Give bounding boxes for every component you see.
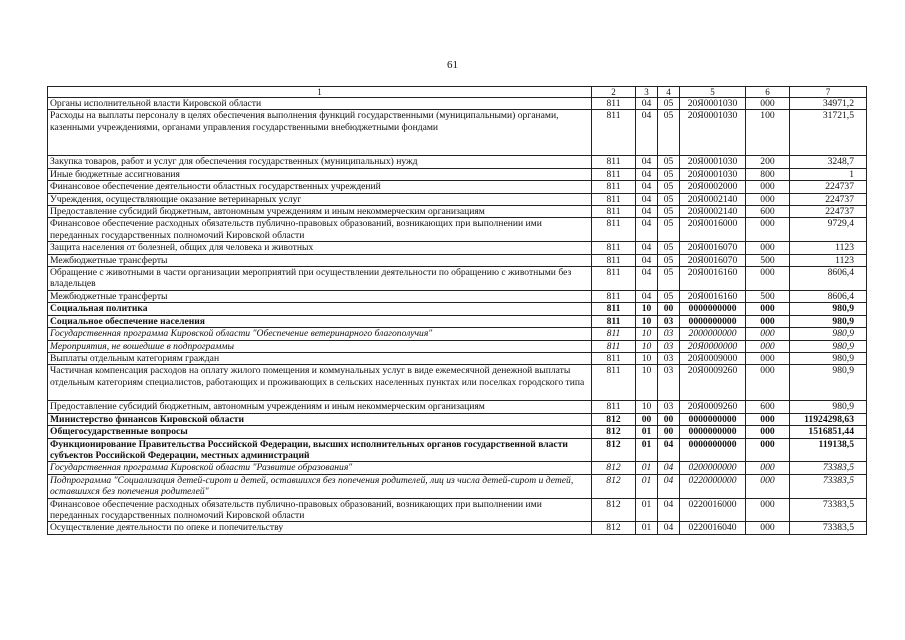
- row-name-cell: Общегосударственные вопросы: [48, 426, 592, 438]
- row-subsection-cell: 05: [658, 193, 680, 205]
- row-type-cell: 000: [746, 242, 790, 254]
- table-row: [48, 206, 867, 218]
- row-target-cell: 20Я0016160: [680, 290, 746, 302]
- row-section-cell: 10: [636, 340, 658, 352]
- row-section-cell: 10: [636, 401, 658, 413]
- row-amount-cell: 1: [790, 168, 867, 180]
- row-section-cell: 04: [636, 156, 658, 168]
- row-name-cell: Предоставление субсидий бюджетным, автономным учреждениям и иным некоммерческим организациям: [48, 401, 592, 413]
- row-grbs-cell: 811: [592, 401, 636, 413]
- row-type-cell: 000: [746, 522, 790, 534]
- row-amount-cell: 73383,5: [790, 462, 867, 474]
- row-section-cell: 04: [636, 218, 658, 242]
- row-name-cell: Министерство финансов Кировской области: [48, 413, 592, 425]
- row-grbs-cell: 811: [592, 290, 636, 302]
- row-section-cell: 10: [636, 328, 658, 340]
- row-subsection-cell: 04: [658, 522, 680, 534]
- row-grbs-cell: 812: [592, 462, 636, 474]
- row-amount-cell: 980,9: [790, 303, 867, 315]
- row-grbs-cell: 812: [592, 474, 636, 498]
- row-target-cell: 0000000000: [680, 426, 746, 438]
- row-subsection-cell: 04: [658, 462, 680, 474]
- row-target-cell: 20Я0016070: [680, 242, 746, 254]
- table-row: [48, 438, 867, 462]
- row-target-cell: 0220000000: [680, 474, 746, 498]
- table-row: [48, 193, 867, 205]
- table-row: [48, 290, 867, 302]
- row-name-cell: Выплаты отдельным категориям граждан: [48, 352, 592, 364]
- row-amount-cell: 9729,4: [790, 218, 867, 242]
- row-target-cell: 0000000000: [680, 438, 746, 462]
- row-amount-cell: 1123: [790, 242, 867, 254]
- row-section-cell: 04: [636, 193, 658, 205]
- table-row: [48, 522, 867, 534]
- row-name-cell: Межбюджетные трансферты: [48, 254, 592, 266]
- row-amount-cell: 980,9: [790, 352, 867, 364]
- row-name-cell: Межбюджетные трансферты: [48, 290, 592, 302]
- row-section-cell: 01: [636, 438, 658, 462]
- row-section-cell: 00: [636, 413, 658, 425]
- row-amount-cell: 119138,5: [790, 438, 867, 462]
- row-amount-cell: 980,9: [790, 365, 867, 401]
- row-type-cell: 800: [746, 168, 790, 180]
- row-section-cell: 01: [636, 498, 658, 522]
- header-cell-1: 1: [48, 87, 592, 98]
- table-row: [48, 352, 867, 364]
- row-type-cell: 000: [746, 413, 790, 425]
- row-type-cell: 000: [746, 315, 790, 327]
- row-section-cell: 04: [636, 290, 658, 302]
- table-row: [48, 462, 867, 474]
- table-row: [48, 218, 867, 242]
- row-amount-cell: 34971,2: [790, 98, 867, 110]
- table-row: [48, 413, 867, 425]
- row-type-cell: 000: [746, 303, 790, 315]
- row-type-cell: 200: [746, 156, 790, 168]
- row-subsection-cell: 05: [658, 290, 680, 302]
- row-subsection-cell: 05: [658, 242, 680, 254]
- row-section-cell: 10: [636, 315, 658, 327]
- row-type-cell: 000: [746, 181, 790, 193]
- row-section-cell: 04: [636, 206, 658, 218]
- row-subsection-cell: 00: [658, 413, 680, 425]
- row-target-cell: 20Я0001030: [680, 168, 746, 180]
- table-row: [48, 315, 867, 327]
- row-section-cell: 04: [636, 242, 658, 254]
- page-number: 61: [447, 59, 458, 71]
- row-name-cell: Финансовое обеспечение расходных обязательств публично-правовых образований, возникающих при выполнении ими переданных государственных полномочий Кировской области: [48, 218, 592, 242]
- row-name-cell: Органы исполнительной власти Кировской области: [48, 98, 592, 110]
- row-amount-cell: 1123: [790, 254, 867, 266]
- row-grbs-cell: 811: [592, 328, 636, 340]
- header-cell-3: 3: [636, 87, 658, 98]
- row-grbs-cell: 811: [592, 206, 636, 218]
- row-type-cell: 000: [746, 267, 790, 291]
- row-grbs-cell: 811: [592, 315, 636, 327]
- row-type-cell: 600: [746, 401, 790, 413]
- row-section-cell: 01: [636, 426, 658, 438]
- row-type-cell: 000: [746, 98, 790, 110]
- table-row: [48, 254, 867, 266]
- row-amount-cell: 3248,7: [790, 156, 867, 168]
- row-grbs-cell: 812: [592, 426, 636, 438]
- row-amount-cell: 980,9: [790, 340, 867, 352]
- row-subsection-cell: 05: [658, 254, 680, 266]
- table-row: [48, 303, 867, 315]
- row-subsection-cell: 05: [658, 98, 680, 110]
- row-type-cell: 000: [746, 426, 790, 438]
- row-grbs-cell: 811: [592, 365, 636, 401]
- row-name-cell: Финансовое обеспечение деятельности областных государственных учреждений: [48, 181, 592, 193]
- row-subsection-cell: 03: [658, 401, 680, 413]
- row-grbs-cell: 811: [592, 156, 636, 168]
- row-grbs-cell: 811: [592, 242, 636, 254]
- row-name-cell: Финансовое обеспечение расходных обязательств публично-правовых образований, возникающих при выполнении ими переданных государственных полномочий Кировской области: [48, 498, 592, 522]
- row-subsection-cell: 03: [658, 365, 680, 401]
- row-subsection-cell: 05: [658, 267, 680, 291]
- row-amount-cell: 224737: [790, 206, 867, 218]
- row-target-cell: 0220016000: [680, 498, 746, 522]
- row-type-cell: 000: [746, 438, 790, 462]
- row-amount-cell: 224737: [790, 181, 867, 193]
- row-amount-cell: 980,9: [790, 401, 867, 413]
- row-subsection-cell: 05: [658, 156, 680, 168]
- row-section-cell: 04: [636, 254, 658, 266]
- row-name-cell: Предоставление субсидий бюджетным, автономным учреждениям и иным некоммерческим организациям: [48, 206, 592, 218]
- row-subsection-cell: 00: [658, 303, 680, 315]
- row-section-cell: 04: [636, 98, 658, 110]
- row-type-cell: 000: [746, 328, 790, 340]
- row-type-cell: 600: [746, 206, 790, 218]
- row-name-cell: Осуществление деятельности по опеке и попечительству: [48, 522, 592, 534]
- row-subsection-cell: 03: [658, 352, 680, 364]
- row-subsection-cell: 05: [658, 110, 680, 156]
- table-row: [48, 242, 867, 254]
- row-name-cell: Защита населения от болезней, общих для человека и животных: [48, 242, 592, 254]
- row-subsection-cell: 04: [658, 474, 680, 498]
- row-type-cell: 000: [746, 352, 790, 364]
- row-subsection-cell: 03: [658, 340, 680, 352]
- row-amount-cell: 73383,5: [790, 474, 867, 498]
- row-grbs-cell: 811: [592, 110, 636, 156]
- row-section-cell: 10: [636, 365, 658, 401]
- row-name-cell: Закупка товаров, работ и услуг для обеспечения государственных (муниципальных) нужд: [48, 156, 592, 168]
- row-name-cell: Обращение с животными в части организации мероприятий при осуществлении деятельности по обращению с животными без владельцев: [48, 267, 592, 291]
- row-grbs-cell: 811: [592, 352, 636, 364]
- row-subsection-cell: 05: [658, 218, 680, 242]
- row-section-cell: 04: [636, 267, 658, 291]
- row-target-cell: 20Я0001030: [680, 156, 746, 168]
- row-target-cell: 0000000000: [680, 315, 746, 327]
- row-target-cell: 0220016040: [680, 522, 746, 534]
- row-type-cell: 000: [746, 340, 790, 352]
- row-amount-cell: 73383,5: [790, 522, 867, 534]
- row-section-cell: 04: [636, 168, 658, 180]
- row-target-cell: 20Я0009260: [680, 401, 746, 413]
- header-cell-5: 5: [680, 87, 746, 98]
- row-grbs-cell: 811: [592, 168, 636, 180]
- row-section-cell: 01: [636, 522, 658, 534]
- table-row: [48, 267, 867, 291]
- row-subsection-cell: 00: [658, 426, 680, 438]
- row-subsection-cell: 05: [658, 168, 680, 180]
- table-row: [48, 168, 867, 180]
- row-name-cell: Социальная политика: [48, 303, 592, 315]
- row-name-cell: Расходы на выплаты персоналу в целях обеспечения выполнения функций государственными (муниципальными) органами, казенными учреждениями, органами управления государственными внебюджетными фондами: [48, 110, 592, 156]
- row-type-cell: 000: [746, 218, 790, 242]
- row-amount-cell: 31721,5: [790, 110, 867, 156]
- row-type-cell: 500: [746, 290, 790, 302]
- row-type-cell: 000: [746, 365, 790, 401]
- row-name-cell: Учреждения, осуществляющие оказание ветеринарных услуг: [48, 193, 592, 205]
- row-grbs-cell: 812: [592, 522, 636, 534]
- row-target-cell: 2000000000: [680, 328, 746, 340]
- row-amount-cell: 980,9: [790, 315, 867, 327]
- row-subsection-cell: 05: [658, 181, 680, 193]
- row-grbs-cell: 811: [592, 98, 636, 110]
- row-section-cell: 10: [636, 303, 658, 315]
- row-name-cell: Мероприятия, не вошедшие в подпрограммы: [48, 340, 592, 352]
- row-grbs-cell: 811: [592, 181, 636, 193]
- row-section-cell: 01: [636, 474, 658, 498]
- row-name-cell: Государственная программа Кировской области "Обеспечение ветеринарного благополучия": [48, 328, 592, 340]
- row-grbs-cell: 812: [592, 438, 636, 462]
- row-section-cell: 01: [636, 462, 658, 474]
- row-type-cell: 000: [746, 462, 790, 474]
- table-row: [48, 498, 867, 522]
- table-row: [48, 365, 867, 401]
- row-name-cell: Иные бюджетные ассигнования: [48, 168, 592, 180]
- row-name-cell: Функционирование Правительства Российской Федерации, высших исполнительных органов государственной власти субъектов Российской Федерации, местных администраций: [48, 438, 592, 462]
- table-row: [48, 340, 867, 352]
- row-target-cell: 20Я0009260: [680, 365, 746, 401]
- budget-table: [47, 86, 867, 535]
- table-row: [48, 474, 867, 498]
- row-target-cell: 20Я0001030: [680, 98, 746, 110]
- table-row: [48, 181, 867, 193]
- row-target-cell: 20Я0002140: [680, 193, 746, 205]
- row-grbs-cell: 811: [592, 340, 636, 352]
- row-target-cell: 20Я0016160: [680, 267, 746, 291]
- row-amount-cell: 11924298,63: [790, 413, 867, 425]
- table-row: [48, 401, 867, 413]
- row-section-cell: 10: [636, 352, 658, 364]
- row-target-cell: 0000000000: [680, 413, 746, 425]
- header-cell-2: 2: [592, 87, 636, 98]
- row-target-cell: 20Я0016000: [680, 218, 746, 242]
- row-amount-cell: 1516851,44: [790, 426, 867, 438]
- row-amount-cell: 8606,4: [790, 290, 867, 302]
- header-cell-4: 4: [658, 87, 680, 98]
- table-row: [48, 110, 867, 156]
- row-amount-cell: 8606,4: [790, 267, 867, 291]
- header-cell-6: 6: [746, 87, 790, 98]
- row-section-cell: 04: [636, 181, 658, 193]
- row-subsection-cell: 03: [658, 315, 680, 327]
- table-row: [48, 156, 867, 168]
- table-header-row: [48, 87, 867, 98]
- row-type-cell: 000: [746, 474, 790, 498]
- row-target-cell: 20Я0009000: [680, 352, 746, 364]
- row-target-cell: 20Я0002140: [680, 206, 746, 218]
- row-type-cell: 000: [746, 193, 790, 205]
- row-name-cell: Государственная программа Кировской области "Развитие образования": [48, 462, 592, 474]
- row-target-cell: 0200000000: [680, 462, 746, 474]
- row-subsection-cell: 04: [658, 498, 680, 522]
- row-name-cell: Частичная компенсация расходов на оплату жилого помещения и коммунальных услуг в виде ежемесячной денежной выплаты отдельным категориям специалистов, работающих и проживающих в сельских населенных пунктах или поселках городского типа: [48, 365, 592, 401]
- row-grbs-cell: 812: [592, 498, 636, 522]
- row-type-cell: 100: [746, 110, 790, 156]
- row-grbs-cell: 811: [592, 254, 636, 266]
- row-amount-cell: 73383,5: [790, 498, 867, 522]
- row-grbs-cell: 812: [592, 413, 636, 425]
- row-name-cell: Подпрограмма "Социализация детей-сирот и детей, оставшихся без попечения родителей, лиц из числа детей-сирот и детей, оставшихся без попечения родителей": [48, 474, 592, 498]
- row-target-cell: 20Я0000000: [680, 340, 746, 352]
- table-row: [48, 328, 867, 340]
- row-section-cell: 04: [636, 110, 658, 156]
- header-cell-7: 7: [790, 87, 867, 98]
- row-grbs-cell: 811: [592, 267, 636, 291]
- row-target-cell: 20Я0001030: [680, 110, 746, 156]
- row-target-cell: 0000000000: [680, 303, 746, 315]
- row-amount-cell: 980,9: [790, 328, 867, 340]
- row-amount-cell: 224737: [790, 193, 867, 205]
- row-subsection-cell: 05: [658, 206, 680, 218]
- table-row: [48, 98, 867, 110]
- row-type-cell: 500: [746, 254, 790, 266]
- row-grbs-cell: 811: [592, 218, 636, 242]
- row-name-cell: Социальное обеспечение населения: [48, 315, 592, 327]
- row-grbs-cell: 811: [592, 193, 636, 205]
- row-target-cell: 20Я0016070: [680, 254, 746, 266]
- row-subsection-cell: 03: [658, 328, 680, 340]
- row-type-cell: 000: [746, 498, 790, 522]
- table-row: [48, 426, 867, 438]
- row-subsection-cell: 04: [658, 438, 680, 462]
- row-target-cell: 20Я0002000: [680, 181, 746, 193]
- row-grbs-cell: 811: [592, 303, 636, 315]
